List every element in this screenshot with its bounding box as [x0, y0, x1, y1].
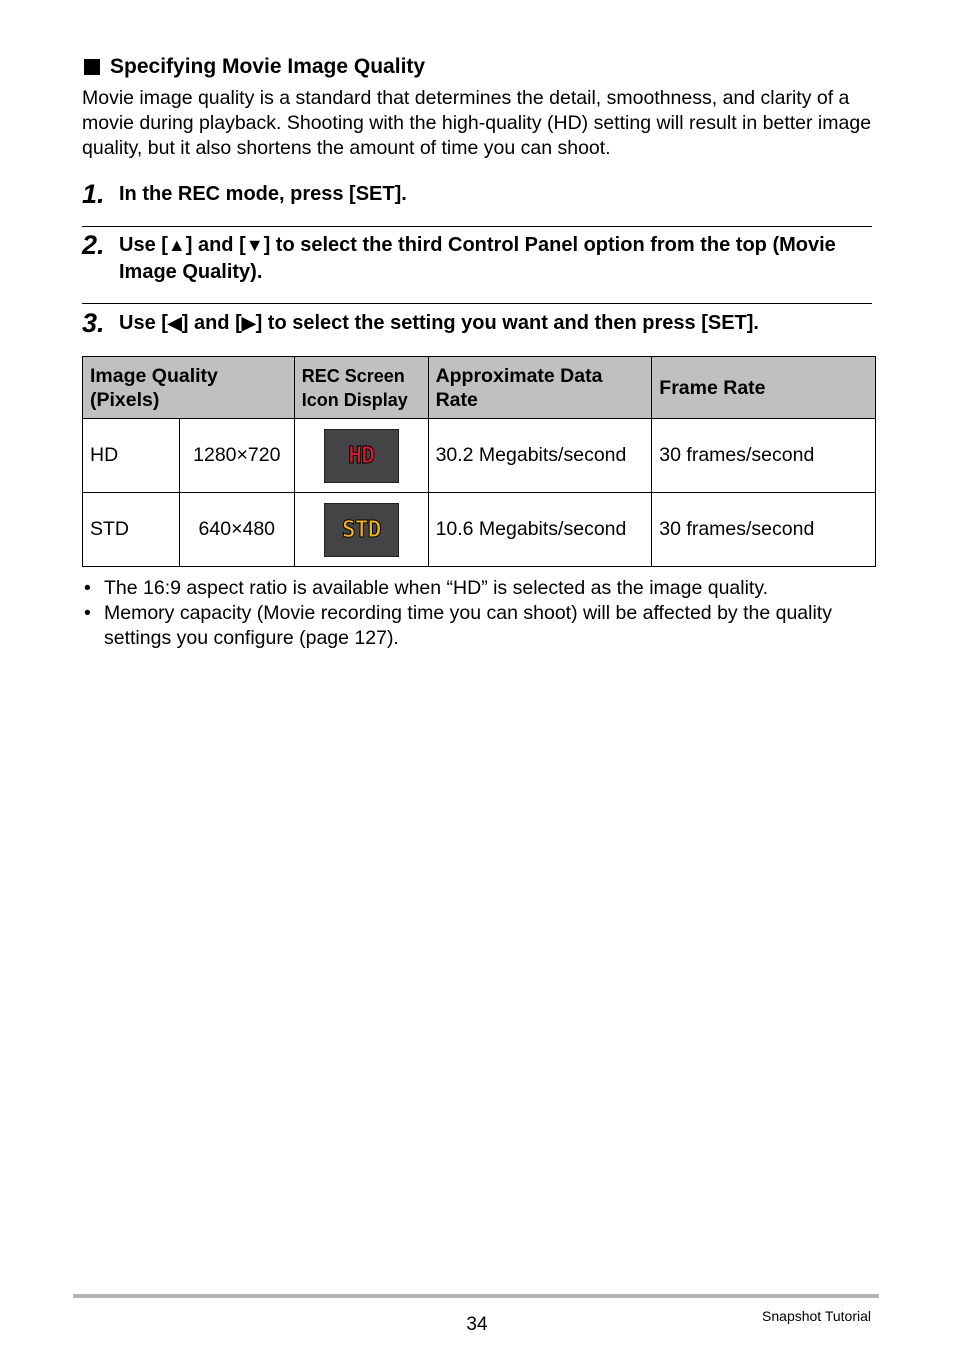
step-divider — [82, 303, 872, 304]
intro-paragraph: Movie image quality is a standard that determines the detail, smoothness, and clarity of a movie during playback. Shooting with the high-quality (HD) setting will result in better image quality, but it also shortens the amount of time you can shoot. — [82, 87, 872, 159]
quality-cell: STD — [83, 493, 180, 567]
frame-rate-cell: 30 frames/second — [652, 493, 876, 567]
step-number: 3. — [82, 308, 105, 338]
step-divider — [82, 226, 872, 227]
step-number: 1. — [82, 179, 105, 209]
movie-quality-table — [82, 356, 876, 567]
right-arrow-icon: ▶ — [241, 313, 256, 333]
notes-list — [84, 576, 874, 651]
pixels-cell: 1280×720 — [179, 419, 294, 493]
down-arrow-icon: ▼ — [245, 235, 264, 255]
table-row — [83, 419, 876, 493]
std-movie-icon: STD — [324, 503, 399, 557]
step-2 — [82, 232, 872, 286]
section-heading — [84, 54, 425, 80]
footer-divider — [73, 1294, 879, 1298]
bullet-icon: • — [84, 577, 91, 599]
header-icon-display: REC Screen Icon Display — [294, 357, 428, 419]
icon-cell — [294, 419, 428, 493]
up-arrow-icon: ▲ — [167, 235, 186, 255]
section-title: Specifying Movie Image Quality — [110, 55, 426, 78]
header-image-quality: Image Quality (Pixels) — [83, 357, 295, 419]
footer-section-label: Snapshot Tutorial — [762, 1308, 871, 1324]
list-item — [84, 576, 874, 601]
quality-cell: HD — [83, 419, 180, 493]
bullet-icon: • — [84, 602, 91, 624]
step-text: In the REC mode, press [SET]. — [119, 183, 407, 205]
list-item — [84, 601, 874, 651]
pixels-cell: 640×480 — [179, 493, 294, 567]
header-data-rate: Approximate Data Rate — [428, 357, 652, 419]
step-text: Use [◀] and [▶] to select the setting you want and then press [SET]. — [119, 312, 759, 334]
step-1 — [82, 181, 872, 208]
left-arrow-icon: ◀ — [167, 313, 182, 333]
header-frame-rate: Frame Rate — [652, 357, 876, 419]
table-row — [83, 493, 876, 567]
hd-movie-icon: HD — [324, 429, 399, 483]
icon-cell — [294, 493, 428, 567]
data-rate-cell: 10.6 Megabits/second — [428, 493, 652, 567]
square-bullet-icon — [84, 59, 100, 75]
note-text: Memory capacity (Movie recording time you can shoot) will be affected by the quality settings you configure (page 127). — [104, 602, 832, 649]
step-text: Use [▲] and [▼] to select the third Control Panel option from the top (Movie Image Quality). — [119, 234, 836, 283]
data-rate-cell: 30.2 Megabits/second — [428, 419, 652, 493]
frame-rate-cell: 30 frames/second — [652, 419, 876, 493]
step-number: 2. — [82, 230, 105, 260]
page-number: 34 — [466, 1314, 488, 1335]
note-text: The 16:9 aspect ratio is available when “HD” is selected as the image quality. — [104, 577, 769, 599]
step-3 — [82, 310, 872, 337]
table-header-row — [83, 357, 876, 419]
